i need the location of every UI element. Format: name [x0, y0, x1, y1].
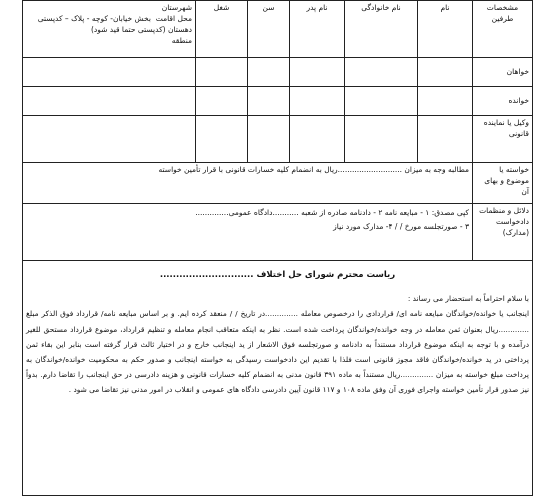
defendant-family-cell[interactable]	[345, 87, 418, 116]
plaintiff-label: خواهان	[473, 58, 533, 87]
family-name-header: نام خانوادگی	[345, 1, 418, 58]
evidence-cell	[23, 204, 473, 261]
evidence-label: دلائل و منظمات دادخواست (مدارک)	[473, 204, 533, 261]
age-header: سن	[248, 1, 290, 58]
residence-region: منطقه	[171, 35, 192, 45]
header-row	[23, 1, 533, 58]
defendant-age-cell[interactable]	[248, 87, 290, 116]
job-header: شغل	[196, 1, 248, 58]
residence-label-line	[26, 14, 192, 25]
parties-spec-header: مشخصات طرفین	[473, 1, 533, 58]
plaintiff-residence-cell[interactable]	[23, 58, 196, 87]
body-paragraph: اینجانب یا خوانده/خواندگان مبایعه نامه ای/ قراردادی را درخصوص معامله ..............در تاریخ / / منعقد کرده ایم. و بر اساس مبایعه نامه/ قرارداد فوق الذکر مبلغ .............ریال بعنوان ثمن معامله در وجه خوانده/خواندگان پرداخت شده است. نظر به اینکه متعاقب انجام معامله و تنظیم قرارداد، موضوع قرارداد مستحق للغیر درآمده و با توجه به اینکه موضوع قرارداد مستنداً به دادنامه و صورتجلسه فوق الاشعار از ید اینجانب خارج و در اختیار ثالث قرار گرفته است بنابر این بقاء ثمن پرداختی در ید خوانده/خواندگان فاقد مجوز قانونی است فلذا با تقدیم این دادخواست رسیدگی به خواسته اینجانب و صدور حکم به محکومیت خوانده/خواندگان به پرداخت مبلغ خواسته به میزان ..............ریال مستنداً به ماده ۳۹۱ قانون مدنی به انضمام کلیه خسارات قانونی و هزینه دادرسی در حق اینجانب را تقاضا دارم. بدواً نیز صدور قرار تأمین خواسته واجرای فوری آن وفق ماده ۱۰۸ و ۱۱۷ قانون آیین دادرسی دادگاه های عمومی و انقلاب در امور مدنی نیز تقاضا می شود .	[26, 309, 529, 395]
lawyer-label: وکیل یا نماینده قانونی	[473, 116, 533, 163]
name-header: نام	[418, 1, 473, 58]
defendant-father-cell[interactable]	[290, 87, 345, 116]
defendant-residence-cell[interactable]	[23, 87, 196, 116]
plaintiff-name-cell[interactable]	[418, 58, 473, 87]
lawyer-family-cell[interactable]	[345, 116, 418, 163]
plaintiff-row	[23, 58, 533, 87]
evidence-line-1: کپی مصدق: ۱ - مبایعه نامه ۲ - دادنامه صادره از شعبه ...........دادگاه عمومی..............	[195, 208, 469, 217]
evidence-row	[23, 204, 533, 261]
residence-street: بخش خیابان- کوچه - پلاک – کدپستی	[37, 13, 151, 23]
plaintiff-age-cell[interactable]	[248, 58, 290, 87]
claim-label: خواسته یا موضوع و بهای آن	[473, 163, 533, 204]
claim-row	[23, 163, 533, 204]
residence-header	[23, 1, 196, 58]
plaintiff-job-cell[interactable]	[196, 58, 248, 87]
claim-text: مطالبه وجه به میزان ...........................ریال به انضمام کلیه خسارات قانونی با قرار تأمین خواسته	[23, 163, 473, 204]
residence-label: محل اقامت	[155, 13, 192, 23]
lawyer-age-cell[interactable]	[248, 116, 290, 163]
body-greeting: با سلام احتراماً به استحضار می رساند :	[407, 294, 529, 304]
father-name-header: نام پدر	[290, 1, 345, 58]
plaintiff-family-cell[interactable]	[345, 58, 418, 87]
defendant-name-cell[interactable]	[418, 87, 473, 116]
lawyer-row	[23, 116, 533, 163]
evidence-line-2: ۳ - صورتجلسه مورخ / / ۴- مدارک مورد نیاز	[333, 221, 469, 231]
lawyer-father-cell[interactable]	[290, 116, 345, 163]
lawyer-residence-cell[interactable]	[23, 116, 196, 163]
plaintiff-father-cell[interactable]	[290, 58, 345, 87]
lawyer-name-cell[interactable]	[418, 116, 473, 163]
body-row	[23, 261, 533, 496]
body-title: ریاست محترم شورای حل اختلاف .............................	[159, 270, 396, 280]
residence-city: شهرستان	[161, 3, 192, 12]
defendant-row	[23, 87, 533, 116]
residence-postal: دهستان (کدپستی حتما قید شود)	[90, 24, 192, 34]
defendant-job-cell[interactable]	[196, 87, 248, 116]
petition-table	[22, 0, 533, 496]
defendant-label: خوانده	[473, 87, 533, 116]
petition-body	[23, 261, 533, 496]
lawyer-job-cell[interactable]	[196, 116, 248, 163]
